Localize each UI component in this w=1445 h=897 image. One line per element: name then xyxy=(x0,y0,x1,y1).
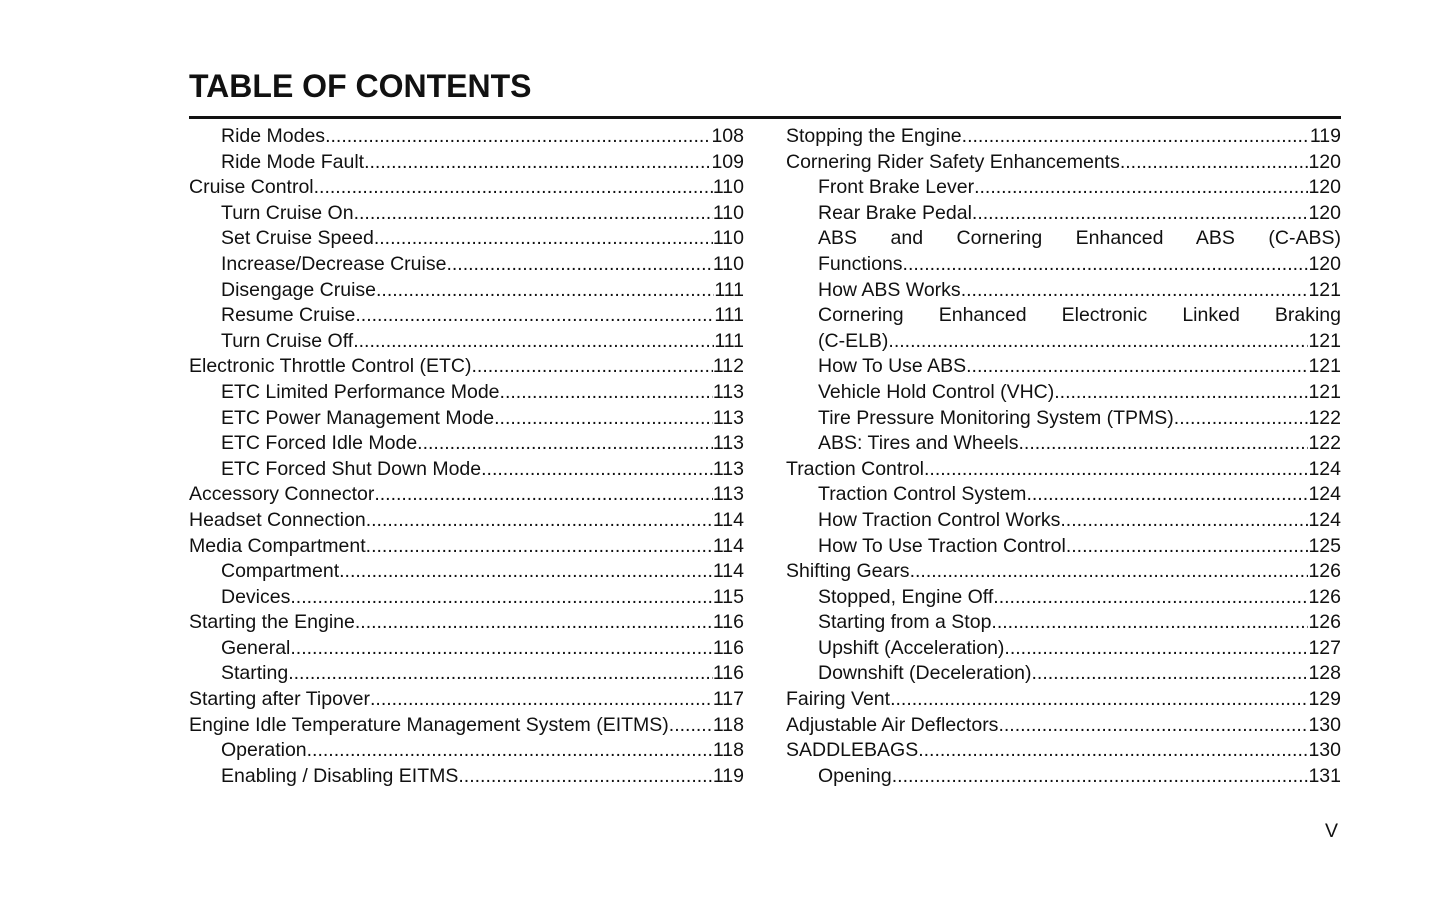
toc-entry-title: Media Compartment xyxy=(189,534,366,557)
title-divider xyxy=(189,116,1341,119)
toc-entry-title: Increase/Decrease Cruise xyxy=(221,252,447,275)
toc-entry[interactable] xyxy=(786,482,1341,508)
toc-entry-page: 124 xyxy=(1308,457,1341,480)
page-number: V xyxy=(1325,820,1339,842)
toc-entry[interactable] xyxy=(786,303,1341,329)
toc-entry[interactable] xyxy=(189,329,744,355)
toc-entry-title: Tire Pressure Monitoring System (TPMS) xyxy=(818,406,1174,429)
toc-entry-page: 113 xyxy=(712,432,744,455)
toc-dot-leader xyxy=(961,278,1309,304)
toc-entry-page: 119 xyxy=(712,764,744,787)
toc-entry[interactable] xyxy=(189,687,744,713)
toc-entry[interactable] xyxy=(786,687,1341,713)
toc-dot-leader xyxy=(307,738,713,764)
toc-entry[interactable] xyxy=(786,226,1341,252)
toc-dot-leader xyxy=(366,508,713,534)
toc-dot-leader xyxy=(374,226,713,252)
toc-entry-page: 120 xyxy=(1308,252,1341,275)
toc-entry-page: 113 xyxy=(712,406,744,429)
toc-entry-title: Starting from a Stop xyxy=(818,611,992,634)
toc-dot-leader xyxy=(417,431,713,457)
page-title: TABLE OF CONTENTS xyxy=(189,68,532,104)
toc-entry[interactable] xyxy=(189,124,744,150)
toc-entry[interactable] xyxy=(786,278,1341,304)
toc-entry[interactable] xyxy=(189,380,744,406)
toc-entry[interactable] xyxy=(786,175,1341,201)
toc-entry[interactable] xyxy=(189,661,744,687)
toc-entry[interactable] xyxy=(786,406,1341,432)
toc-entry-title: Resume Cruise xyxy=(221,304,356,327)
toc-dot-leader xyxy=(998,713,1308,739)
toc-entry-title: (C-ELB) xyxy=(818,329,889,352)
toc-dot-leader xyxy=(1174,406,1309,432)
toc-entry[interactable] xyxy=(189,226,744,252)
toc-entry-title: Turn Cruise Off xyxy=(221,329,354,352)
toc-entry[interactable] xyxy=(786,661,1341,687)
toc-entry-title: Ride Mode Fault xyxy=(221,150,365,173)
toc-entry-title: Starting the Engine xyxy=(189,611,355,634)
toc-dot-leader xyxy=(339,559,713,585)
toc-entry[interactable] xyxy=(786,354,1341,380)
toc-entry-page: 124 xyxy=(1308,508,1341,531)
toc-entry-title: Functions xyxy=(818,252,903,275)
toc-entry-title: ETC Limited Performance Mode xyxy=(221,380,500,403)
toc-entry-page: 116 xyxy=(712,636,744,659)
toc-entry[interactable] xyxy=(189,354,744,380)
toc-dot-leader xyxy=(1060,508,1308,534)
toc-entry[interactable] xyxy=(786,431,1341,457)
toc-entry[interactable] xyxy=(189,252,744,278)
toc-entry[interactable] xyxy=(189,764,744,790)
toc-entry-title: Stopping the Engine xyxy=(786,125,962,147)
toc-entry-page: 127 xyxy=(1308,636,1341,659)
toc-entry-title: Disengage Cruise xyxy=(221,278,377,301)
toc-entry-title: Fairing Vent xyxy=(786,688,891,711)
toc-entry-title: ETC Forced Idle Mode xyxy=(221,432,418,455)
toc-entry[interactable] xyxy=(189,201,744,227)
toc-dot-leader xyxy=(290,585,713,611)
toc-entry[interactable] xyxy=(189,457,744,483)
toc-entry-page: 114 xyxy=(712,508,744,531)
toc-entry[interactable] xyxy=(786,713,1341,739)
toc-dot-leader xyxy=(355,610,713,636)
toc-entry-title: Cruise Control xyxy=(189,176,314,199)
toc-entry-title: How To Use Traction Control xyxy=(818,534,1066,557)
toc-entry-page: 113 xyxy=(712,380,744,403)
toc-entry[interactable] xyxy=(189,482,744,508)
toc-dot-leader xyxy=(314,175,713,201)
toc-entry-page: 129 xyxy=(1308,688,1341,711)
toc-entry-page: 131 xyxy=(1308,764,1341,787)
toc-entry[interactable] xyxy=(786,559,1341,585)
toc-dot-leader xyxy=(494,406,713,432)
toc-entry-page: 117 xyxy=(712,688,744,711)
toc-entry-page: 118 xyxy=(712,739,744,762)
toc-entry[interactable] xyxy=(786,380,1341,406)
toc-dot-leader xyxy=(1032,661,1309,687)
toc-dot-leader xyxy=(993,585,1308,611)
toc-dot-leader xyxy=(354,201,713,227)
toc-entry[interactable] xyxy=(786,457,1341,483)
toc-entry[interactable] xyxy=(786,585,1341,611)
toc-dot-leader xyxy=(288,661,713,687)
toc-entry-page: 113 xyxy=(712,483,744,506)
toc-entry-title: Ride Modes xyxy=(221,125,326,147)
toc-right-column xyxy=(786,124,1341,789)
toc-entry-page: 114 xyxy=(712,560,744,583)
toc-dot-leader xyxy=(1004,636,1308,662)
toc-dot-leader xyxy=(962,124,1310,150)
toc-dot-leader xyxy=(458,764,713,790)
toc-entry-page: 111 xyxy=(714,278,744,301)
toc-dot-leader xyxy=(290,636,713,662)
toc-entry-title: Downshift (Deceleration) xyxy=(818,662,1032,685)
toc-dot-leader xyxy=(366,534,713,560)
toc-entry-title: ETC Forced Shut Down Mode xyxy=(221,457,482,480)
toc-entry-page: 115 xyxy=(712,585,744,608)
toc-entry-page: 114 xyxy=(712,534,744,557)
toc-entry-page: 121 xyxy=(1308,329,1341,352)
toc-entry-page: 119 xyxy=(1309,125,1341,147)
toc-entry-page: 110 xyxy=(712,176,744,199)
toc-entry[interactable] xyxy=(786,329,1341,355)
toc-entry[interactable] xyxy=(189,278,744,304)
toc-entry-page: 120 xyxy=(1308,201,1341,224)
toc-entry-title: Starting after Tipover xyxy=(189,688,371,711)
toc-entry[interactable] xyxy=(189,636,744,662)
toc-entry-page: 110 xyxy=(712,252,744,275)
toc-dot-leader xyxy=(481,457,713,483)
toc-entry[interactable] xyxy=(786,252,1341,278)
toc-entry-page: 116 xyxy=(712,611,744,634)
toc-dot-leader xyxy=(991,610,1308,636)
toc-entry-page: 125 xyxy=(1308,534,1341,557)
toc-entry-title: Vehicle Hold Control (VHC) xyxy=(818,380,1055,403)
toc-entry-title: How Traction Control Works xyxy=(818,508,1061,531)
toc-entry-page: 121 xyxy=(1308,278,1341,301)
toc-dot-leader xyxy=(374,482,713,508)
toc-entry-page: 130 xyxy=(1308,713,1341,736)
toc-dot-leader xyxy=(1066,534,1309,560)
toc-entry-title: Starting xyxy=(221,662,289,685)
toc-entry-page: 111 xyxy=(714,329,744,352)
toc-dot-leader xyxy=(903,252,1309,278)
toc-dot-leader xyxy=(325,124,711,150)
toc-entry-title: Electronic Throttle Control (ETC) xyxy=(189,355,472,378)
toc-dot-leader xyxy=(890,687,1308,713)
toc-entry-title: Compartment xyxy=(221,560,340,583)
toc-entry[interactable] xyxy=(189,303,744,329)
toc-entry[interactable] xyxy=(189,406,744,432)
toc-entry-title: Opening xyxy=(818,764,892,787)
toc-entry-title: Devices xyxy=(221,585,291,608)
toc-entry-title: Shifting Gears xyxy=(786,560,910,583)
toc-entry[interactable] xyxy=(189,431,744,457)
toc-dot-leader xyxy=(500,380,713,406)
toc-entry-title: Set Cruise Speed xyxy=(221,227,374,250)
toc-entry[interactable] xyxy=(786,738,1341,764)
toc-entry-title: Engine Idle Temperature Management System (EITMS) xyxy=(189,713,669,736)
toc-dot-leader xyxy=(370,687,713,713)
toc-entry[interactable] xyxy=(786,124,1341,150)
toc-dot-leader xyxy=(353,329,714,355)
toc-dot-leader xyxy=(1120,150,1309,176)
toc-entry-page: 124 xyxy=(1308,483,1341,506)
toc-left-column xyxy=(189,124,744,789)
toc-entry[interactable] xyxy=(189,175,744,201)
toc-dot-leader xyxy=(892,764,1309,790)
toc-dot-leader xyxy=(669,713,713,739)
toc-dot-leader xyxy=(910,559,1309,585)
toc-entry[interactable] xyxy=(189,508,744,534)
toc-entry-page: 112 xyxy=(712,355,744,378)
toc-entry[interactable] xyxy=(189,559,744,585)
toc-dot-leader xyxy=(446,252,712,278)
toc-dot-leader xyxy=(972,201,1309,227)
toc-entry-title: Traction Control System xyxy=(818,483,1027,506)
toc-entry-title: Cornering Enhanced Electronic Linked Braking xyxy=(818,304,1341,327)
toc-entry-page: 109 xyxy=(711,150,744,173)
toc-dot-leader xyxy=(974,175,1308,201)
toc-entry-page: 126 xyxy=(1308,585,1341,608)
toc-entry-page: 128 xyxy=(1308,662,1341,685)
toc-entry[interactable] xyxy=(786,610,1341,636)
toc-entry-title: Operation xyxy=(221,739,307,762)
toc-entry-title: Front Brake Lever xyxy=(818,176,975,199)
toc-entry-page: 111 xyxy=(714,304,744,327)
toc-dot-leader xyxy=(918,738,1308,764)
toc-entry-title: How ABS Works xyxy=(818,278,961,301)
toc-dot-leader xyxy=(1054,380,1308,406)
toc-entry[interactable] xyxy=(189,585,744,611)
toc-entry-title: Headset Connection xyxy=(189,508,366,531)
toc-entry-title: How To Use ABS xyxy=(818,355,967,378)
toc-entry[interactable] xyxy=(189,610,744,636)
toc-dot-leader xyxy=(471,354,712,380)
toc-entry-title: Stopped, Engine Off xyxy=(818,585,994,608)
toc-entry-page: 113 xyxy=(712,457,744,480)
toc-entry[interactable] xyxy=(189,738,744,764)
toc-entry[interactable] xyxy=(189,150,744,176)
toc-dot-leader xyxy=(924,457,1308,483)
toc-entry-title: Upshift (Acceleration) xyxy=(818,636,1005,659)
toc-dot-leader xyxy=(1019,431,1309,457)
toc-entry-title: Turn Cruise On xyxy=(221,201,354,224)
toc-entry-title: Traction Control xyxy=(786,457,924,480)
toc-entry-page: 130 xyxy=(1308,739,1341,762)
toc-entry-title: Cornering Rider Safety Enhancements xyxy=(786,150,1120,173)
toc-entry-title: Enabling / Disabling EITMS xyxy=(221,764,459,787)
toc-entry-page: 108 xyxy=(711,125,744,147)
toc-entry-title: Accessory Connector xyxy=(189,483,375,506)
toc-entry-page: 120 xyxy=(1308,176,1341,199)
toc-entry-title: ABS: Tires and Wheels xyxy=(818,432,1019,455)
toc-entry-page: 118 xyxy=(712,713,744,736)
toc-entry[interactable] xyxy=(786,508,1341,534)
toc-entry-page: 122 xyxy=(1308,432,1341,455)
toc-entry-page: 126 xyxy=(1308,560,1341,583)
toc-dot-leader xyxy=(966,354,1308,380)
toc-entry-page: 121 xyxy=(1308,355,1341,378)
toc-entry[interactable] xyxy=(786,534,1341,560)
toc-entry-title: Rear Brake Pedal xyxy=(818,201,972,224)
toc-entry[interactable] xyxy=(786,150,1341,176)
toc-entry-page: 120 xyxy=(1308,150,1341,173)
toc-entry[interactable] xyxy=(786,201,1341,227)
toc-entry[interactable] xyxy=(189,534,744,560)
toc-dot-leader xyxy=(355,303,714,329)
toc-entry-page: 110 xyxy=(712,201,744,224)
toc-entry-page: 126 xyxy=(1308,611,1341,634)
toc-entry-page: 122 xyxy=(1308,406,1341,429)
toc-entry[interactable] xyxy=(786,764,1341,790)
toc-entry[interactable] xyxy=(786,636,1341,662)
toc-dot-leader xyxy=(1026,482,1308,508)
toc-entry-title: ABS and Cornering Enhanced ABS (C-ABS) xyxy=(818,227,1341,250)
toc-dot-leader xyxy=(364,150,711,176)
toc-entry-page: 116 xyxy=(712,662,744,685)
toc-entry-title: General xyxy=(221,636,291,659)
toc-entry-title: SADDLEBAGS xyxy=(786,739,919,762)
toc-entry-title: Adjustable Air Deflectors xyxy=(786,713,999,736)
toc-entry[interactable] xyxy=(189,713,744,739)
toc-dot-leader xyxy=(888,329,1308,355)
toc-entry-page: 110 xyxy=(712,227,744,250)
toc-dot-leader xyxy=(376,278,714,304)
toc-entry-page: 121 xyxy=(1308,380,1341,403)
toc-entry-title: ETC Power Management Mode xyxy=(221,406,495,429)
